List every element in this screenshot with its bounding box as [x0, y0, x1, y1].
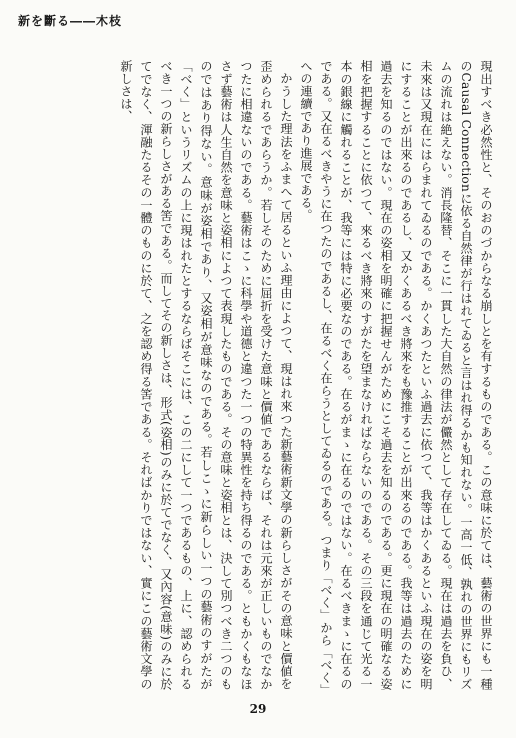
- running-head: 新を斷る――木枝: [18, 14, 123, 28]
- page-number: 29: [249, 702, 267, 716]
- vertical-text-block: [20, 60, 496, 690]
- paragraph-2: かうした理法をふまへて居るといふ理由によつて、現はれ來つた新藝術新文學の新らしさがその意味と價値を歪められるであらうか。若しそのために屈折を受けた意味と價値であるならば、それは元來が正しいものでなかつたに相違ないのである。藝術はこゝに科學や道德と違つた一つの特異性を持ち得るのである。ともかくもなほさず藝術は人生自然を意味と姿相によつて表現したものである。その意味と姿相とは、決して別つべき二つのものではあり得ない。意味が姿相であり、又姿相が意味なのである。若しこゝに新らしい一つの藝術のすがたが「べく」というリズムの上に現はれたとするならばそこには、この二にして一つであるもの、上に、認められるべき一つの新らしさがある筈である。而してその新しさは、形式(姿相)のみに於てでなく、又內容(意味)のみに於てでなく、渾融たるその一體のものに於て、之を認め得る筈である。そればかりではない、實にこの藝術文學の新しさは、: [119, 60, 293, 690]
- paragraph-1: 現出すべき必然性と、そのおのづからなる崩しとを有するものである。この意味に於ては、藝術の世界にも一種のCausal Connectionに依る自然律が行はれてゐると言はれ得るかも知れない。一高一低、孰れの世界にもリズムの流れは絶えない。消長隆替、そこに一貫した大自然の律法が儼然として存在してゐる。現在は過去を負ひ、未來は又現在にはらまれてゐるのである。かくあつたといふ過去に依つて、我等はかくあるといふ現在の姿を明にすることが出來るのであるし、又かくあるべき將來をも豫推することが出來るのである。我等は過去のために過去を知るのではない。現在の姿相を明確に把握せんがためにこそ過去を知るのである。更に現在の明確なる姿相を把握することに依つて、來るべき將來のすがたを望まなければならないのである。その三段を通じて光る一本の銀線に觸れることが、我等には特に必要なのである。在るがまゝに在るのではない。在るべきまゝに在るのである。又在るべきやうに在つたのであるし、在るべく在らうとしてゐるのである。つまり「べく」から「べく」への連續であり進展である。: [299, 60, 493, 690]
